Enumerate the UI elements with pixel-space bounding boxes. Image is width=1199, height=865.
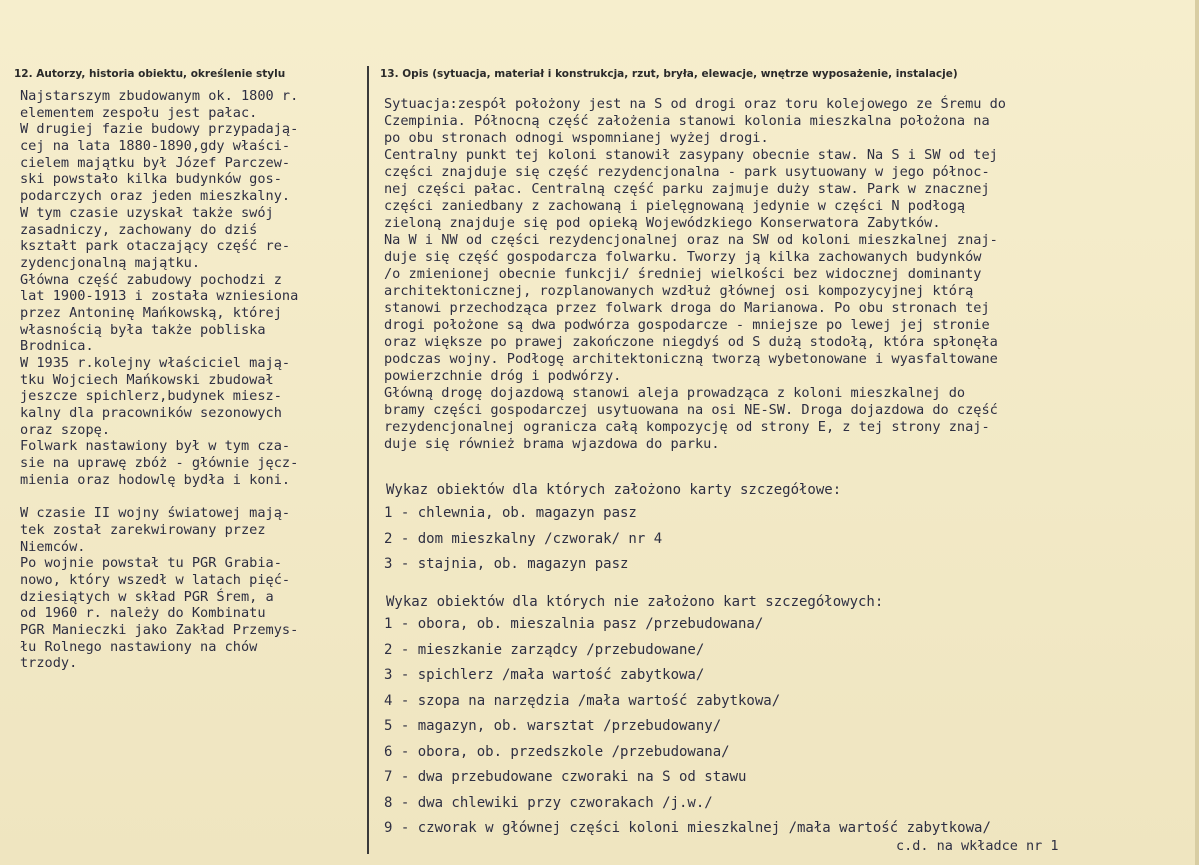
description-line: podczas wojny. Podłogę architektoniczną tworzą wybetonowane i wyasfaltowane [384, 351, 998, 367]
history-line: ski powstało kilka budynków gos- [20, 171, 282, 188]
description-text [384, 96, 1184, 453]
history-line: podarczych oraz jeden mieszkalny. [20, 188, 291, 205]
history-line: jeszcze spichlerz,budynek miesz- [20, 388, 282, 405]
history-line: kształt park otaczający część re- [20, 238, 291, 255]
list-item: 1 - chlewnia, ob. magazyn pasz [384, 505, 637, 521]
history-line: W czasie II wojny światowej mają- [20, 505, 291, 522]
list-item: 8 - dwa chlewiki przy czworakach /j.w./ [384, 794, 713, 811]
list-item: 9 - czworak w głównej części koloni mieszkalnej /mała wartość zabytkowa/ [384, 820, 991, 836]
description-line: bramy części gospodarczej usytuowana na osi NE-SW. Droga dojazdowa do część [384, 402, 998, 418]
card-edge [1195, 0, 1199, 865]
list-item: 4 - szopa na narzędzia /mała wartość zabytkowa/ [384, 692, 781, 709]
history-line [20, 489, 365, 506]
list-item: 7 - dwa przebudowane czworaki na S od stawu [384, 769, 747, 785]
description-line: powierzchnie dróg i podwórzy. [384, 368, 622, 384]
list-no-cards [384, 612, 991, 842]
history-line: zasadniczy, zachowany do dziś [20, 221, 258, 238]
description-line: nej części pałac. Centralną część parku zajmuje duży staw. Park w znacznej [384, 181, 990, 197]
history-line: tku Wojciech Mańkowski zbudował [20, 371, 274, 388]
description-line: /o zmienionej obecnie funkcji/ średniej wielkości bez widocznej dominanty [384, 266, 982, 282]
history-line: Najstarszym zbudowanym ok. 1800 r. [20, 88, 299, 104]
history-line: lat 1900-1913 i została wzniesiona [20, 288, 299, 305]
description-line: drogi położone są dwa podwórza gospodarcze - mniejsze po lewej jej stronie [384, 317, 990, 333]
history-line: kalny dla pracowników sezonowych [20, 405, 282, 422]
history-line: przez Antoninę Mańkowską, której [20, 304, 282, 321]
list-cards [384, 501, 662, 578]
history-line: elementem zespołu jest pałac. [20, 104, 258, 121]
description-line: Główną drogę dojazdową stanowi aleja prowadząca z koloni mieszkalnej do [384, 385, 966, 401]
list-item: 5 - magazyn, ob. warsztat /przebudowany/ [384, 718, 722, 734]
description-line: Sytuacja:zespół położony jest na S od drogi oraz toru kolejowego ze Śremu do [384, 96, 1006, 112]
section-13-heading: 13. Opis (sytuacja, materiał i konstrukcja, rzut, bryła, elewacje, wnętrze wyposażenie, instalacje) [380, 68, 958, 80]
history-line: oraz szopę. [20, 421, 111, 438]
description-line: architektonicznej, rozplanowanych wzdłuż głównej osi kompozycyjnej którą [384, 283, 974, 299]
description-line: oraz większe po prawej zakończone niegdyś od S dużą stodołą, która spłonęła [384, 334, 998, 350]
history-line: Niemców. [20, 538, 86, 555]
history-line: W drugiej fazie budowy przypadają- [20, 121, 299, 138]
list-item: 3 - spichlerz /mała wartość zabytkowa/ [384, 667, 705, 683]
history-line: cielem majątku był Józef Parczew- [20, 154, 291, 171]
description-line: duje się część gospodarcza folwarku. Tworzy ją kilka zachowanych budynków [384, 249, 982, 265]
description-line: duje się również brama wjazdowa do parku. [384, 436, 720, 452]
history-line: Po wojnie powstał tu PGR Grabia- [20, 555, 282, 572]
history-line: W tym czasie uzyskał także swój [20, 204, 274, 221]
history-line: PGR Manieczki jako Zakład Przemys- [20, 622, 299, 638]
list-item: 3 - stajnia, ob. magazyn pasz [384, 556, 629, 572]
history-line: nowo, który wszedł w latach pięć- [20, 571, 291, 588]
history-line: cej na lata 1880-1890,gdy właści- [20, 138, 291, 155]
history-line: dziesiątych w skład PGR Śrem, a [20, 588, 274, 605]
description-line: stanowi przechodząca przez folwark droga do Marianowa. Po obu stronach tej [384, 300, 990, 316]
history-line: W 1935 r.kolejny właściciel mają- [20, 355, 291, 371]
history-line: trzody. [20, 655, 78, 672]
list-item: 2 - dom mieszkalny /czworak/ nr 4 [384, 530, 663, 547]
history-line: sie na uprawę zbóż - głównie jęcz- [20, 455, 299, 472]
description-line: Centralny punkt tej koloni stanowił zasypany obecnie staw. Na S i SW od tej [384, 147, 998, 163]
section-12-heading: 12. Autorzy, historia obiektu, określenie stylu [14, 68, 286, 80]
history-line: od 1960 r. należy do Kombinatu [20, 605, 266, 622]
history-line: Brodnica. [20, 338, 94, 355]
description-line: Czempinia. Północną część założenia stanowi kolonia mieszkalna położona na [384, 113, 990, 129]
history-line: łu Rolnego nastawiony na chów [20, 638, 258, 655]
description-line: części znajduje się część rezydencjonalna - park usytuowany w jego północ- [384, 164, 990, 180]
column-divider [367, 66, 369, 854]
history-line: tek został zarekwirowany przez [20, 521, 266, 538]
history-text [20, 88, 365, 672]
list-item: 6 - obora, ob. przedszkole /przebudowana/ [384, 743, 730, 760]
description-line: po obu stronach odnogi wspomnianej wyżej drogi. [384, 130, 769, 146]
list-no-cards-heading: Wykaz obiektów dla których nie założono kart szczegółowych: [386, 594, 884, 610]
history-line: Główna część zabudowy pochodzi z [20, 271, 282, 288]
history-line: mienia oraz hodowlę bydła i koni. [20, 471, 291, 488]
list-cards-heading: Wykaz obiektów dla których założono karty szczegółowe: [386, 482, 842, 498]
history-line: zydencjonalną majątku. [20, 254, 201, 271]
list-item: 2 - mieszkanie zarządcy /przebudowane/ [384, 641, 705, 658]
description-line: części zaniedbany z zachowaną i pielęgnowaną jedynie w części N podłogą [384, 198, 966, 214]
history-line: własnością była także pobliska [20, 321, 266, 338]
continuation-note: c.d. na wkładce nr 1 [896, 838, 1059, 854]
description-line: Na W i NW od części rezydencjonalnej oraz na SW od koloni mieszkalnej znaj- [384, 232, 998, 248]
description-line: zieloną znajduje się pod opieką Wojewódzkiego Konserwatora Zabytków. [384, 215, 941, 231]
description-line: rezydencjonalnej ogranicza całą kompozycję od strony E, z tej strony znaj- [384, 419, 990, 435]
list-item: 1 - obora, ob. mieszalnia pasz /przebudowana/ [384, 616, 764, 632]
history-line: Folwark nastawiony był w tym cza- [20, 438, 291, 455]
